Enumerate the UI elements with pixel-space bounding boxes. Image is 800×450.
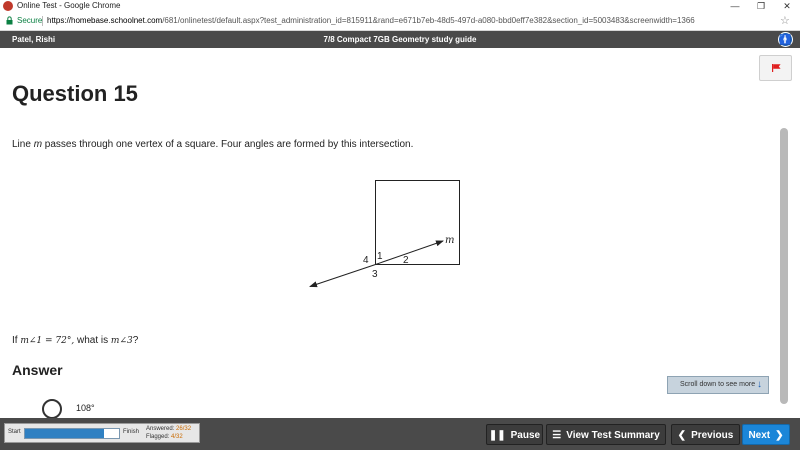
previous-button[interactable] (671, 424, 740, 445)
progress-bar-fill (25, 429, 104, 438)
ask-if: If (12, 335, 21, 346)
url-text[interactable] (47, 15, 695, 27)
prompt-variable: m (33, 139, 43, 150)
student-name: Patel, Rishi (12, 35, 56, 44)
answer-heading: Answer (12, 362, 63, 378)
answer-option-radio[interactable] (42, 399, 62, 419)
flagged-label: Flagged: (146, 434, 170, 440)
prompt-end: passes through one vertex of a square. Four angles are formed by this intersection. (42, 139, 414, 150)
test-header (0, 31, 800, 48)
next-button[interactable] (742, 424, 790, 445)
pause-icon: ❚❚ (488, 430, 506, 441)
next-label: Next (748, 430, 771, 441)
progress-start-label: Start (8, 429, 21, 435)
flag-question-button[interactable] (759, 55, 792, 81)
previous-label: Previous (691, 430, 734, 441)
chevron-right-icon: ❯ (775, 430, 784, 441)
url-host: https://homebase.schoolnet.com (47, 16, 163, 25)
progress-stats (146, 425, 191, 441)
accessibility-icon[interactable]: 🚹 (778, 32, 793, 47)
url-path: /681/onlinetest/default.aspx?test_administration_id=815911&rand=e671b7eb-48d5-497d-a080-bbd0eff7e382&section_id=5003483&screenwidth=1366 (162, 16, 695, 25)
ask-target: m∠3 (110, 336, 133, 346)
list-icon: ☰ (552, 430, 562, 441)
address-separator (42, 16, 43, 26)
flagged-value: 4/32 (171, 434, 183, 440)
angle-label-3: 3 (372, 269, 378, 280)
minimize-button[interactable]: — (730, 1, 740, 11)
flag-icon (772, 64, 781, 72)
close-button[interactable]: ✕ (783, 1, 791, 11)
prompt-start: Line (12, 139, 34, 150)
angle-label-2: 2 (403, 255, 409, 266)
summary-label: View Test Summary (566, 430, 660, 441)
progress-bar (24, 428, 120, 439)
pause-button[interactable] (486, 424, 543, 445)
progress-panel (4, 423, 200, 443)
browser-title-bar (0, 0, 800, 12)
question-ask (12, 335, 138, 346)
line-m-extension (310, 265, 376, 287)
restore-button[interactable]: ❐ (756, 1, 766, 11)
scroll-hint-label: Scroll down to see more (680, 381, 756, 388)
ask-end: ? (132, 335, 139, 346)
question-prompt (12, 139, 413, 150)
scroll-down-hint[interactable] (667, 376, 769, 394)
view-test-summary-button[interactable] (546, 424, 666, 445)
ask-given: m∠1 = 72°, (20, 336, 75, 346)
chrome-tab-icon (3, 1, 13, 11)
chevron-left-icon: ❮ (677, 430, 687, 441)
line-m (376, 241, 444, 265)
angle-label-4: 4 (363, 255, 369, 266)
address-bar[interactable] (0, 12, 800, 31)
pause-label: Pause (510, 430, 541, 441)
question-title: Question 15 (12, 81, 138, 106)
window-title: Online Test - Google Chrome (17, 1, 121, 10)
line-m-label: m (445, 235, 455, 246)
angle-label-1: 1 (377, 251, 383, 262)
arrow-down-icon: ↓ (757, 379, 762, 390)
progress-finish-label: Finish (123, 429, 140, 435)
square-shape (376, 181, 460, 265)
answer-option-text: 108° (76, 403, 95, 413)
study-guide-title: 7/8 Compact 7GB Geometry study guide (323, 35, 477, 44)
ask-what: what is (74, 335, 111, 346)
secure-label: Secure (17, 16, 43, 25)
answered-value: 26/32 (176, 426, 192, 432)
answered-label: Answered: (146, 426, 175, 432)
bookmark-star-icon[interactable]: ☆ (780, 15, 790, 27)
scrollbar-thumb[interactable] (780, 128, 788, 404)
square-line-diagram (300, 170, 500, 295)
lock-icon (6, 16, 13, 25)
